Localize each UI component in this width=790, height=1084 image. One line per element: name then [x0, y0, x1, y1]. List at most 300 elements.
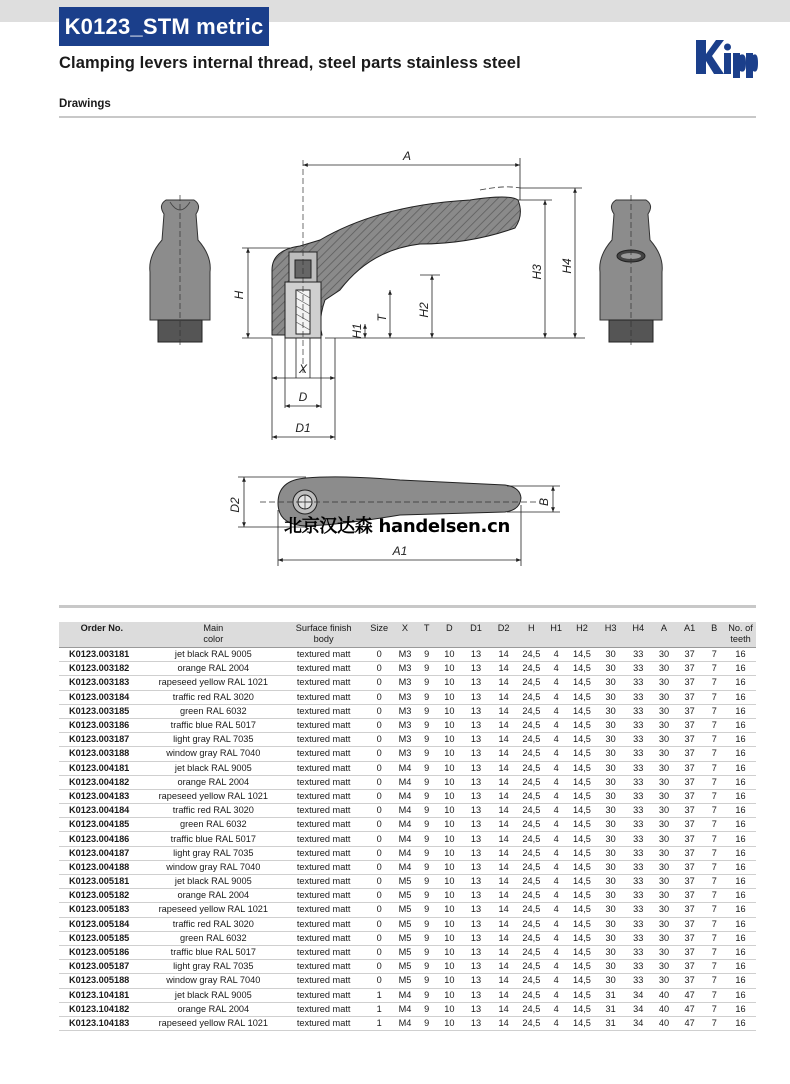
table-cell: 14	[490, 648, 518, 662]
table-cell: 4	[545, 860, 567, 874]
table-cell: jet black RAL 9005	[145, 988, 282, 1002]
table-cell: 7	[703, 832, 725, 846]
table-cell: 9	[417, 1002, 437, 1016]
table-cell: 0	[365, 974, 393, 988]
table-cell: 1	[365, 988, 393, 1002]
table-cell: M5	[393, 889, 417, 903]
table-row	[59, 889, 756, 903]
table-cell: 13	[462, 818, 490, 832]
table-cell: 24,5	[517, 718, 545, 732]
table-cell: 30	[597, 860, 625, 874]
table-cell: 9	[417, 860, 437, 874]
order-number-cell: K0123.005183	[59, 903, 145, 917]
order-number-cell: K0123.104182	[59, 1002, 145, 1016]
table-cell: 30	[652, 718, 676, 732]
table-cell: 16	[725, 832, 756, 846]
table-cell: 10	[437, 775, 463, 789]
side-view-right	[600, 195, 663, 348]
table-cell: textured matt	[282, 945, 365, 959]
table-cell: 37	[676, 690, 704, 704]
column-header-text: body	[313, 634, 334, 644]
table-cell: 14,5	[567, 789, 597, 803]
table-cell: jet black RAL 9005	[145, 761, 282, 775]
order-number-cell: K0123.004187	[59, 846, 145, 860]
table-cell: 37	[676, 818, 704, 832]
column-header	[676, 622, 704, 648]
table-cell: 7	[703, 648, 725, 662]
table-cell: 4	[545, 789, 567, 803]
table-cell: 30	[652, 704, 676, 718]
table-cell: 30	[597, 789, 625, 803]
table-row	[59, 718, 756, 732]
table-cell: 14,5	[567, 1016, 597, 1030]
table-row	[59, 704, 756, 718]
table-cell: 33	[624, 818, 652, 832]
table-cell: textured matt	[282, 917, 365, 931]
column-header	[624, 622, 652, 648]
table-cell: traffic blue RAL 5017	[145, 945, 282, 959]
table-cell: 33	[624, 804, 652, 818]
table-cell: textured matt	[282, 818, 365, 832]
table-cell: 24,5	[517, 775, 545, 789]
table-cell: 0	[365, 648, 393, 662]
table-cell: 14	[490, 747, 518, 761]
table-cell: 13	[462, 1002, 490, 1016]
table-cell: 30	[597, 818, 625, 832]
kipp-logo	[690, 36, 758, 78]
table-cell: 14	[490, 704, 518, 718]
dim-label-x: X	[298, 362, 308, 376]
table-cell: 30	[597, 889, 625, 903]
table-cell: 13	[462, 988, 490, 1002]
table-row	[59, 960, 756, 974]
table-row	[59, 1002, 756, 1016]
column-header	[437, 622, 463, 648]
table-cell: M5	[393, 960, 417, 974]
order-number-cell: K0123.003188	[59, 747, 145, 761]
table-cell: 30	[652, 733, 676, 747]
table-cell: 4	[545, 917, 567, 931]
table-cell: 1	[365, 1002, 393, 1016]
table-cell: 30	[652, 903, 676, 917]
table-cell: 9	[417, 974, 437, 988]
table-cell: 7	[703, 704, 725, 718]
column-header	[145, 622, 282, 648]
table-cell: M5	[393, 931, 417, 945]
table-cell: 9	[417, 903, 437, 917]
table-cell: 30	[652, 789, 676, 803]
table-cell: 24,5	[517, 860, 545, 874]
order-number-cell: K0123.004188	[59, 860, 145, 874]
table-cell: 0	[365, 945, 393, 959]
dim-label-d1: D1	[295, 421, 311, 435]
table-cell: 7	[703, 960, 725, 974]
table-cell: textured matt	[282, 960, 365, 974]
table-cell: 24,5	[517, 875, 545, 889]
order-number-cell: K0123.003187	[59, 733, 145, 747]
table-cell: 33	[624, 761, 652, 775]
table-cell: 16	[725, 931, 756, 945]
column-header-text: Size	[370, 623, 389, 633]
table-cell: textured matt	[282, 747, 365, 761]
section-divider	[59, 116, 756, 118]
table-cell: 16	[725, 789, 756, 803]
table-cell: 24,5	[517, 931, 545, 945]
table-cell: 0	[365, 804, 393, 818]
column-header-text: H2	[576, 623, 588, 633]
table-cell: 37	[676, 761, 704, 775]
dim-label-a: A	[402, 149, 412, 163]
table-cell: 7	[703, 676, 725, 690]
table-cell: 14,5	[567, 832, 597, 846]
table-cell: 37	[676, 676, 704, 690]
table-cell: 16	[725, 960, 756, 974]
table-cell: textured matt	[282, 775, 365, 789]
table-divider	[59, 605, 756, 608]
table-row	[59, 931, 756, 945]
column-header-text: Main	[203, 623, 224, 633]
table-cell: 33	[624, 945, 652, 959]
table-cell: 7	[703, 761, 725, 775]
table-cell: M5	[393, 945, 417, 959]
table-cell: 9	[417, 804, 437, 818]
table-cell: textured matt	[282, 832, 365, 846]
table-cell: 0	[365, 662, 393, 676]
order-number-cell: K0123.005187	[59, 960, 145, 974]
table-cell: 24,5	[517, 818, 545, 832]
table-cell: 0	[365, 875, 393, 889]
table-cell: textured matt	[282, 1016, 365, 1030]
table-cell: 10	[437, 889, 463, 903]
table-cell: orange RAL 2004	[145, 775, 282, 789]
table-cell: 7	[703, 818, 725, 832]
table-cell: 24,5	[517, 804, 545, 818]
table-cell: M3	[393, 648, 417, 662]
table-cell: 30	[597, 704, 625, 718]
table-cell: light gray RAL 7035	[145, 960, 282, 974]
dim-label-h3: H3	[530, 264, 544, 280]
table-cell: 9	[417, 818, 437, 832]
table-cell: 37	[676, 931, 704, 945]
table-cell: 14,5	[567, 747, 597, 761]
order-number-cell: K0123.003185	[59, 704, 145, 718]
table-cell: 37	[676, 832, 704, 846]
table-cell: window gray RAL 7040	[145, 974, 282, 988]
table-cell: 30	[652, 875, 676, 889]
table-cell: 0	[365, 931, 393, 945]
table-cell: M3	[393, 704, 417, 718]
table-cell: 16	[725, 648, 756, 662]
table-cell: 0	[365, 704, 393, 718]
table-cell: 10	[437, 1002, 463, 1016]
dim-label-h2: H2	[417, 302, 431, 318]
table-cell: textured matt	[282, 789, 365, 803]
table-cell: 4	[545, 761, 567, 775]
table-cell: textured matt	[282, 718, 365, 732]
table-cell: 10	[437, 718, 463, 732]
table-cell: M4	[393, 846, 417, 860]
table-cell: M3	[393, 662, 417, 676]
table-cell: 16	[725, 761, 756, 775]
table-row	[59, 761, 756, 775]
table-cell: 13	[462, 846, 490, 860]
table-cell: M4	[393, 1002, 417, 1016]
table-cell: 24,5	[517, 988, 545, 1002]
table-cell: 14	[490, 818, 518, 832]
table-cell: 4	[545, 718, 567, 732]
table-cell: 7	[703, 889, 725, 903]
table-cell: 4	[545, 931, 567, 945]
section-heading-drawings: Drawings	[59, 98, 111, 110]
order-number-cell: K0123.104183	[59, 1016, 145, 1030]
table-cell: 10	[437, 733, 463, 747]
table-cell: 14,5	[567, 903, 597, 917]
table-cell: M3	[393, 733, 417, 747]
table-cell: textured matt	[282, 676, 365, 690]
table-row	[59, 662, 756, 676]
table-cell: 9	[417, 704, 437, 718]
column-header-text: D2	[497, 623, 510, 633]
column-header-text: No. of	[728, 623, 753, 633]
table-cell: 14,5	[567, 988, 597, 1002]
table-cell: 9	[417, 690, 437, 704]
table-cell: 4	[545, 676, 567, 690]
table-cell: textured matt	[282, 804, 365, 818]
table-cell: 14,5	[567, 931, 597, 945]
table-cell: 7	[703, 974, 725, 988]
table-row	[59, 676, 756, 690]
order-number-cell: K0123.003186	[59, 718, 145, 732]
table-cell: 47	[676, 1016, 704, 1030]
table-cell: 10	[437, 945, 463, 959]
table-cell: 24,5	[517, 761, 545, 775]
table-cell: rapeseed yellow RAL 1021	[145, 903, 282, 917]
table-cell: 10	[437, 761, 463, 775]
table-cell: 30	[652, 747, 676, 761]
table-cell: 33	[624, 832, 652, 846]
table-cell: 10	[437, 804, 463, 818]
column-header-text: A1	[683, 623, 696, 633]
table-cell: 13	[462, 676, 490, 690]
table-cell: traffic red RAL 3020	[145, 804, 282, 818]
table-cell: 30	[652, 761, 676, 775]
table-cell: 33	[624, 718, 652, 732]
table-cell: 14,5	[567, 761, 597, 775]
table-cell: 7	[703, 718, 725, 732]
order-number-cell: K0123.005185	[59, 931, 145, 945]
table-cell: 30	[652, 860, 676, 874]
table-cell: 9	[417, 931, 437, 945]
order-number-cell: K0123.003183	[59, 676, 145, 690]
dim-label-d2: D2	[228, 497, 242, 513]
table-cell: 14	[490, 718, 518, 732]
column-header	[567, 622, 597, 648]
table-cell: 30	[597, 648, 625, 662]
table-cell: 10	[437, 974, 463, 988]
table-cell: M5	[393, 875, 417, 889]
table-cell: 24,5	[517, 974, 545, 988]
table-cell: 4	[545, 846, 567, 860]
table-cell: 13	[462, 761, 490, 775]
table-cell: 24,5	[517, 903, 545, 917]
table-row	[59, 974, 756, 988]
table-cell: 0	[365, 775, 393, 789]
table-cell: 24,5	[517, 1002, 545, 1016]
table-cell: 4	[545, 832, 567, 846]
table-cell: 14	[490, 832, 518, 846]
table-cell: 13	[462, 804, 490, 818]
table-cell: 13	[462, 789, 490, 803]
order-number-cell: K0123.004185	[59, 818, 145, 832]
table-cell: 13	[462, 1016, 490, 1030]
table-cell: 7	[703, 931, 725, 945]
table-cell: 14	[490, 775, 518, 789]
table-cell: 30	[652, 974, 676, 988]
table-cell: 14	[490, 690, 518, 704]
table-cell: 4	[545, 1016, 567, 1030]
table-cell: 16	[725, 889, 756, 903]
table-cell: 16	[725, 1016, 756, 1030]
table-cell: 13	[462, 690, 490, 704]
table-cell: 10	[437, 704, 463, 718]
table-row	[59, 917, 756, 931]
table-cell: 24,5	[517, 960, 545, 974]
table-cell: 10	[437, 960, 463, 974]
table-cell: 24,5	[517, 662, 545, 676]
table-cell: 34	[624, 1002, 652, 1016]
column-header-text: Order No.	[80, 623, 123, 633]
table-cell: 33	[624, 960, 652, 974]
table-cell: jet black RAL 9005	[145, 648, 282, 662]
table-cell: 14	[490, 974, 518, 988]
table-cell: 37	[676, 903, 704, 917]
table-cell: 0	[365, 846, 393, 860]
table-cell: traffic red RAL 3020	[145, 917, 282, 931]
table-cell: 30	[597, 718, 625, 732]
table-cell: 14	[490, 733, 518, 747]
table-cell: 14	[490, 761, 518, 775]
table-cell: 30	[597, 974, 625, 988]
table-cell: textured matt	[282, 974, 365, 988]
table-cell: 37	[676, 718, 704, 732]
table-cell: 33	[624, 917, 652, 931]
table-cell: 14	[490, 988, 518, 1002]
table-cell: 37	[676, 747, 704, 761]
table-cell: 24,5	[517, 1016, 545, 1030]
table-cell: 7	[703, 789, 725, 803]
table-cell: 9	[417, 889, 437, 903]
table-cell: textured matt	[282, 846, 365, 860]
table-cell: 9	[417, 945, 437, 959]
table-cell: 9	[417, 747, 437, 761]
table-cell: 0	[365, 761, 393, 775]
table-cell: M4	[393, 832, 417, 846]
column-header-text: H	[528, 623, 535, 633]
table-row	[59, 832, 756, 846]
table-cell: 16	[725, 662, 756, 676]
table-cell: rapeseed yellow RAL 1021	[145, 789, 282, 803]
table-cell: 37	[676, 889, 704, 903]
table-cell: 10	[437, 1016, 463, 1030]
table-cell: 9	[417, 676, 437, 690]
table-cell: 13	[462, 704, 490, 718]
table-cell: M4	[393, 789, 417, 803]
table-cell: traffic blue RAL 5017	[145, 832, 282, 846]
table-row	[59, 733, 756, 747]
table-cell: 14,5	[567, 846, 597, 860]
table-cell: 9	[417, 846, 437, 860]
column-header-text: D	[446, 623, 453, 633]
table-cell: 30	[652, 648, 676, 662]
table-cell: textured matt	[282, 648, 365, 662]
table-cell: 9	[417, 733, 437, 747]
table-cell: 7	[703, 875, 725, 889]
table-cell: 33	[624, 704, 652, 718]
table-cell: 14,5	[567, 889, 597, 903]
table-cell: 30	[597, 676, 625, 690]
table-cell: 7	[703, 860, 725, 874]
table-cell: 16	[725, 733, 756, 747]
table-cell: 7	[703, 917, 725, 931]
table-cell: 4	[545, 733, 567, 747]
column-header	[393, 622, 417, 648]
table-cell: 33	[624, 733, 652, 747]
table-cell: 14	[490, 1016, 518, 1030]
table-cell: 16	[725, 690, 756, 704]
table-cell: 40	[652, 988, 676, 1002]
table-cell: M4	[393, 1016, 417, 1030]
table-cell: textured matt	[282, 875, 365, 889]
table-cell: 4	[545, 648, 567, 662]
table-row	[59, 846, 756, 860]
table-cell: M4	[393, 988, 417, 1002]
table-cell: 9	[417, 832, 437, 846]
table-cell: 13	[462, 945, 490, 959]
table-cell: 14,5	[567, 662, 597, 676]
table-cell: 24,5	[517, 733, 545, 747]
table-cell: 30	[652, 917, 676, 931]
table-cell: 14,5	[567, 875, 597, 889]
table-cell: 30	[652, 676, 676, 690]
table-cell: 10	[437, 903, 463, 917]
spec-table	[59, 622, 756, 1031]
table-cell: 14,5	[567, 704, 597, 718]
table-cell: 4	[545, 974, 567, 988]
table-cell: 30	[597, 690, 625, 704]
column-header	[365, 622, 393, 648]
table-cell: 24,5	[517, 704, 545, 718]
table-cell: M4	[393, 775, 417, 789]
table-cell: 37	[676, 804, 704, 818]
column-header	[282, 622, 365, 648]
table-cell: 14,5	[567, 690, 597, 704]
table-cell: 30	[597, 662, 625, 676]
table-cell: 4	[545, 690, 567, 704]
table-cell: 10	[437, 648, 463, 662]
column-header-text: H1	[550, 623, 563, 633]
dim-label-b: B	[537, 497, 551, 507]
table-cell: 30	[652, 931, 676, 945]
table-cell: 9	[417, 988, 437, 1002]
table-cell: 10	[437, 988, 463, 1002]
table-cell: green RAL 6032	[145, 931, 282, 945]
table-cell: textured matt	[282, 704, 365, 718]
table-cell: window gray RAL 7040	[145, 747, 282, 761]
table-cell: 30	[652, 662, 676, 676]
table-cell: 10	[437, 662, 463, 676]
table-cell: 10	[437, 846, 463, 860]
table-cell: 30	[597, 832, 625, 846]
